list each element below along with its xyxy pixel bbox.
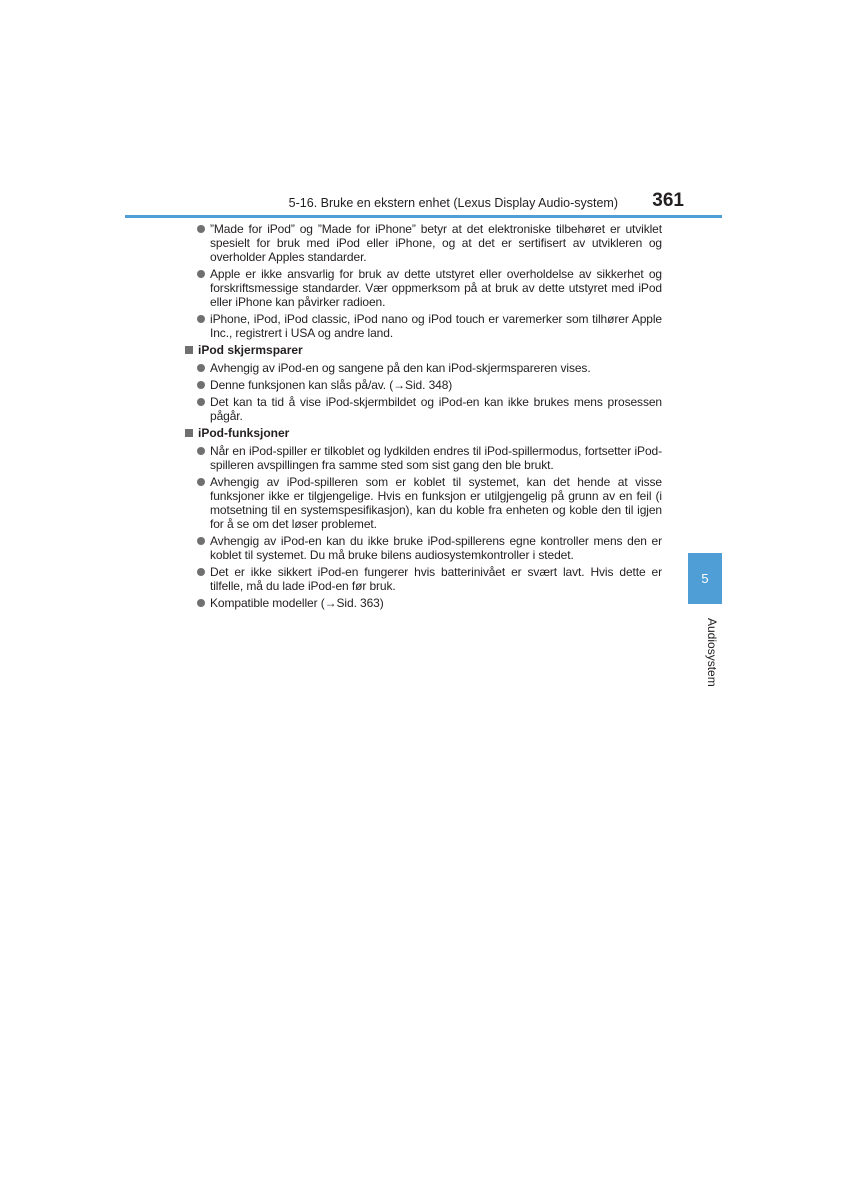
bullet-text: ”Made for iPod” og ”Made for iPhone” betyr at det elektroniske tilbehøret er utviklet spesielt for bruk med iPod eller iPhone, og at det er sertifisert av utvikleren og overholder Apples standarder. <box>210 222 662 264</box>
bullet-dot-icon <box>197 270 205 278</box>
bullet-item <box>184 565 662 593</box>
bullet-dot-icon <box>197 364 205 372</box>
bullet-item <box>184 378 662 392</box>
bullet-item <box>184 395 662 423</box>
page-number: 361 <box>652 190 684 211</box>
section-heading-ipod-screensaver <box>184 343 662 357</box>
page-header <box>125 190 722 218</box>
square-bullet-icon <box>185 346 193 354</box>
bullet-text: Det er ikke sikkert iPod-en fungerer hvis batterinivået er svært lavt. Hvis dette er tilfelle, må du lade iPod-en før bruk. <box>210 565 662 593</box>
bullet-item <box>184 596 662 610</box>
bullet-dot-icon <box>197 398 205 406</box>
bullet-text: Det kan ta tid å vise iPod-skjermbildet og iPod-en kan ikke brukes mens prosessen pågår. <box>210 395 662 423</box>
bullet-item <box>184 312 662 340</box>
bullet-dot-icon <box>197 447 205 455</box>
bullet-text: Avhengig av iPod-en og sangene på den kan iPod-skjermspareren vises. <box>210 361 591 375</box>
bullet-text: Denne funksjonen kan slås på/av. (→Sid. 348) <box>210 378 453 392</box>
bullet-text: Avhengig av iPod-spilleren som er koblet til systemet, kan det hende at visse funksjoner ikke er tilgjengelige. Hvis en funksjon er utilgjengelig på grunn av en feil (i motsetning til en systemspesifikasjon), kan du koble fra enheten og koble den til igjen for å se om det løser problemet. <box>210 475 662 531</box>
bullet-text: iPhone, iPod, iPod classic, iPod nano og iPod touch er varemerker som tilhører Apple Inc., registrert i USA og andre land. <box>210 312 662 340</box>
bullet-dot-icon <box>197 315 205 323</box>
square-bullet-icon <box>185 429 193 437</box>
chapter-side-label: Audiosystem <box>705 617 719 687</box>
bullet-item <box>184 267 662 309</box>
section-heading-ipod-functions <box>184 426 662 440</box>
chapter-tab <box>688 553 722 604</box>
section-heading-text: iPod-funksjoner <box>198 426 290 440</box>
bullet-item <box>184 361 662 375</box>
bullet-item <box>184 475 662 531</box>
header-divider <box>125 215 722 218</box>
chapter-number: 5 <box>701 571 709 586</box>
bullet-dot-icon <box>197 599 205 607</box>
section-heading-text: iPod skjermsparer <box>198 343 303 357</box>
bullet-text: Kompatible modeller (→Sid. 363) <box>210 596 384 610</box>
bullet-dot-icon <box>197 478 205 486</box>
bullet-item <box>184 222 662 264</box>
bullet-dot-icon <box>197 568 205 576</box>
bullet-item <box>184 444 662 472</box>
section-title: 5-16. Bruke en ekstern enhet (Lexus Display Audio-system) <box>288 196 618 210</box>
bullet-dot-icon <box>197 537 205 545</box>
bullet-text: Når en iPod-spiller er tilkoblet og lydkilden endres til iPod-spillermodus, fortsetter iPod-spilleren avspillingen fra samme sted som sist gang den ble brukt. <box>210 444 662 472</box>
bullet-dot-icon <box>197 381 205 389</box>
bullet-item <box>184 534 662 562</box>
page-content <box>184 222 662 613</box>
bullet-text: Apple er ikke ansvarlig for bruk av dette utstyret eller overholdelse av sikkerhet og forskriftsmessige standarder. Vær oppmerksom på at bruk av dette utstyret med iPod eller iPhone kan påvirker radioen. <box>210 267 662 309</box>
bullet-text: Avhengig av iPod-en kan du ikke bruke iPod-spillerens egne kontroller mens den er koblet til systemet. Du må bruke bilens audiosystemkontroller i stedet. <box>210 534 662 562</box>
bullet-dot-icon <box>197 225 205 233</box>
